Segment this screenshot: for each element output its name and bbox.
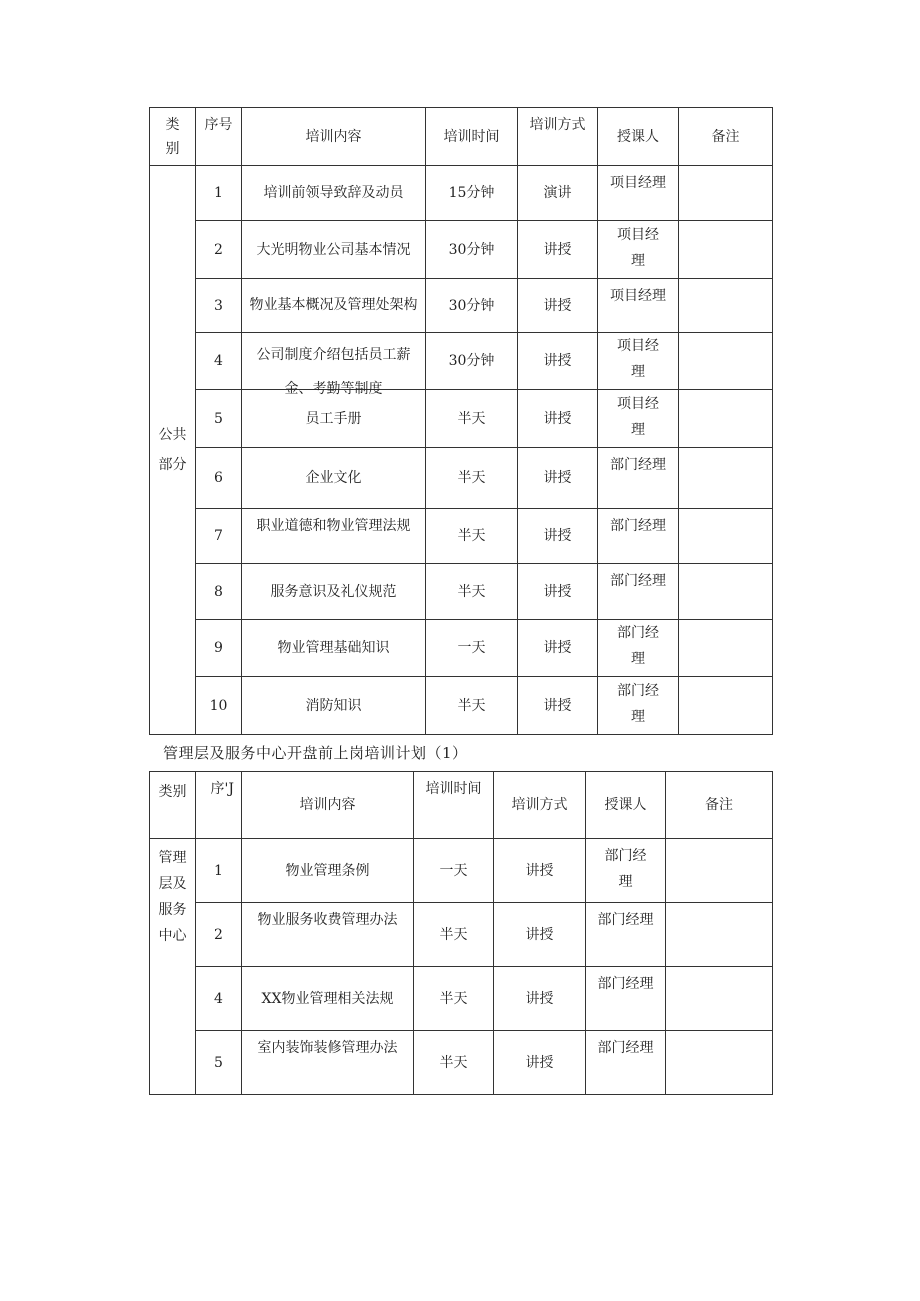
header-category: 类别 xyxy=(150,772,196,839)
table-row xyxy=(150,333,773,390)
row-content: 大光明物业公司基本情况 xyxy=(242,221,426,279)
row-lecturer: 项目经理 xyxy=(598,333,679,390)
row-time: 15分钟 xyxy=(426,166,518,221)
row-lecturer: 项目经理 xyxy=(598,166,679,221)
header-lecturer: 授课人 xyxy=(586,772,666,839)
header-category: 类别 xyxy=(150,108,196,166)
row-time: 半天 xyxy=(426,509,518,564)
row-content: 物业服务收费管理办法 xyxy=(242,903,414,967)
row-time: 半天 xyxy=(414,1031,494,1095)
table-row xyxy=(150,448,773,509)
training-table-public xyxy=(149,107,773,735)
row-seq: 10 xyxy=(196,677,242,735)
category-cell: 管理层及服务中心 xyxy=(150,839,196,1095)
row-seq: 4 xyxy=(196,967,242,1031)
row-method: 讲授 xyxy=(494,903,586,967)
header-remark: 备注 xyxy=(679,108,773,166)
row-seq: 6 xyxy=(196,448,242,509)
row-remark xyxy=(679,677,773,735)
training-table-management xyxy=(149,771,773,1095)
row-content: XX物业管理相关法规 xyxy=(242,967,414,1031)
table-row xyxy=(150,620,773,677)
row-lecturer: 部门经理 xyxy=(586,903,666,967)
row-method: 讲授 xyxy=(518,677,598,735)
row-method: 讲授 xyxy=(494,839,586,903)
row-content: 培训前领导致辞及动员 xyxy=(242,166,426,221)
table-row xyxy=(150,509,773,564)
row-remark xyxy=(679,221,773,279)
row-remark xyxy=(679,333,773,390)
row-lecturer: 部门经理 xyxy=(598,448,679,509)
row-seq: 5 xyxy=(196,390,242,448)
table-caption: 管理层及服务中心开盘前上岗培训计划（1） xyxy=(163,744,468,762)
header-seq: 序号 xyxy=(196,108,242,166)
header-content: 培训内容 xyxy=(242,772,414,839)
row-remark xyxy=(666,903,773,967)
row-remark xyxy=(666,839,773,903)
row-time: 半天 xyxy=(426,677,518,735)
row-remark xyxy=(679,390,773,448)
header-method: 培训方式 xyxy=(494,772,586,839)
row-seq: 5 xyxy=(196,1031,242,1095)
row-time: 30分钟 xyxy=(426,333,518,390)
row-lecturer: 项目经理 xyxy=(598,279,679,333)
row-lecturer: 部门经理 xyxy=(598,620,679,677)
row-remark xyxy=(679,448,773,509)
row-seq: 1 xyxy=(196,839,242,903)
row-seq: 9 xyxy=(196,620,242,677)
row-method: 讲授 xyxy=(518,509,598,564)
row-remark xyxy=(666,1031,773,1095)
table-header-row xyxy=(150,108,773,166)
row-remark xyxy=(679,564,773,620)
table-row xyxy=(150,564,773,620)
header-method: 培训方式 xyxy=(518,108,598,166)
row-content: 员工手册 xyxy=(242,390,426,448)
header-content: 培训内容 xyxy=(242,108,426,166)
row-content: 消防知识 xyxy=(242,677,426,735)
row-remark xyxy=(679,620,773,677)
table-row xyxy=(150,221,773,279)
row-content: 职业道德和物业管理法规 xyxy=(242,509,426,564)
row-method: 讲授 xyxy=(518,448,598,509)
row-remark xyxy=(679,509,773,564)
row-lecturer: 部门经理 xyxy=(586,839,666,903)
table-row xyxy=(150,1031,773,1095)
row-lecturer: 部门经理 xyxy=(586,967,666,1031)
row-time: 半天 xyxy=(426,390,518,448)
row-seq: 7 xyxy=(196,509,242,564)
row-time: 半天 xyxy=(414,967,494,1031)
row-time: 一天 xyxy=(426,620,518,677)
header-seq: 序'J xyxy=(196,772,242,839)
row-seq: 4 xyxy=(196,333,242,390)
row-method: 讲授 xyxy=(494,967,586,1031)
row-seq: 2 xyxy=(196,903,242,967)
table-row xyxy=(150,390,773,448)
row-lecturer: 项目经理 xyxy=(598,221,679,279)
row-lecturer: 部门经理 xyxy=(598,509,679,564)
row-lecturer: 部门经理 xyxy=(598,677,679,735)
row-content: 物业管理基础知识 xyxy=(242,620,426,677)
row-content: 物业管理条例 xyxy=(242,839,414,903)
category-cell: 公共部分 xyxy=(150,166,196,735)
header-time: 培训时间 xyxy=(426,108,518,166)
row-seq: 3 xyxy=(196,279,242,333)
row-seq: 1 xyxy=(196,166,242,221)
table-row xyxy=(150,839,773,903)
row-method: 讲授 xyxy=(518,221,598,279)
row-content: 企业文化 xyxy=(242,448,426,509)
row-time: 30分钟 xyxy=(426,221,518,279)
row-time: 半天 xyxy=(426,564,518,620)
row-method: 讲授 xyxy=(518,279,598,333)
table-header-row xyxy=(150,772,773,839)
row-remark xyxy=(679,166,773,221)
row-content: 物业基本概况及管理处架构 xyxy=(242,279,426,333)
row-seq: 2 xyxy=(196,221,242,279)
row-content: 公司制度介绍包括员工薪金、考勤等制度 xyxy=(242,333,426,390)
header-lecturer: 授课人 xyxy=(598,108,679,166)
row-method: 讲授 xyxy=(518,333,598,390)
table-row xyxy=(150,967,773,1031)
row-method: 演讲 xyxy=(518,166,598,221)
row-method: 讲授 xyxy=(518,390,598,448)
table-row xyxy=(150,279,773,333)
row-seq: 8 xyxy=(196,564,242,620)
table-row xyxy=(150,677,773,735)
row-method: 讲授 xyxy=(518,620,598,677)
table-row xyxy=(150,903,773,967)
header-time: 培训时间 xyxy=(414,772,494,839)
row-time: 一天 xyxy=(414,839,494,903)
row-remark xyxy=(666,967,773,1031)
header-remark: 备注 xyxy=(666,772,773,839)
row-method: 讲授 xyxy=(518,564,598,620)
row-lecturer: 部门经理 xyxy=(586,1031,666,1095)
row-content: 室内装饰装修管理办法 xyxy=(242,1031,414,1095)
row-time: 半天 xyxy=(414,903,494,967)
row-lecturer: 项目经理 xyxy=(598,390,679,448)
row-time: 30分钟 xyxy=(426,279,518,333)
row-lecturer: 部门经理 xyxy=(598,564,679,620)
row-time: 半天 xyxy=(426,448,518,509)
row-method: 讲授 xyxy=(494,1031,586,1095)
row-remark xyxy=(679,279,773,333)
table-row xyxy=(150,166,773,221)
row-content: 服务意识及礼仪规范 xyxy=(242,564,426,620)
